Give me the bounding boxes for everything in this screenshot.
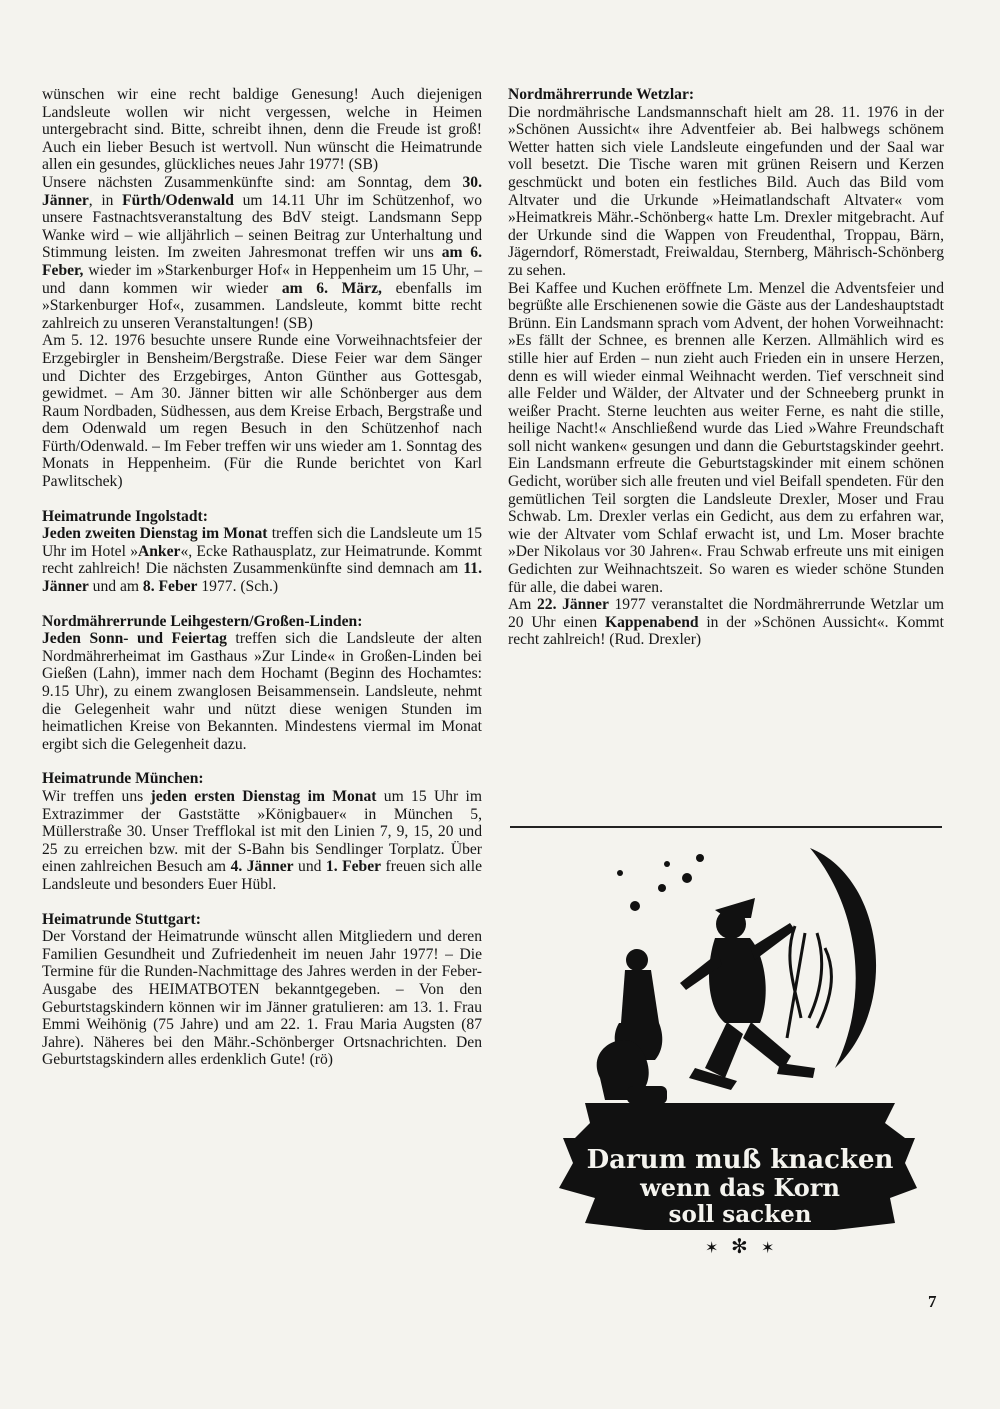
stars-decoration (617, 854, 704, 911)
paragraph-zusammenkuenfte: Unsere nächsten Zusammenkünfte sind: am Sonntag, dem 30. Jänner, in Fürth/Odenwald um 14.11 Uhr im Schützenhof, wo unsere Fastnachtsveranstaltung des BdV steigt. Landsmann Sepp Wanke wird – wie alljährlich – seinen Beitrag zur Unterhaltung und Stimmung leisten. Im zweiten Jahresmonat treffen wir uns am 6. Feber, wieder im »Starkenburger Hof« in Heppenheim um 15 Uhr, – und dann kommen wir wieder am 6. März, ebenfalls im »Starkenburger Hof«, zusammen. Landsleute, kommt bitte recht zahlreich zu unseren Veranstaltungen! (SB) (42, 173, 482, 332)
moon-shape (810, 848, 876, 1068)
paragraph-leihgestern: Jeden Sonn- und Feiertag treffen sich die Landsleute der alten Nordmährerheimat im Gasthaus »Zur Linde« in Großen-Linden bei Gießen (Lahn), immer nach dem Hochamt (Beginn des Hochamtes: 9.15 Uhr), zu einem zwanglosen Beisammensein. Landsleute, nehmt die Gelegenheit wahr und nützt diese wenigen Stunden im heimatlichen Kreise von Bekannten. Mindestens viermal im Monat ergibt sich die Gelegenheit dazu. (42, 630, 482, 753)
ground-shape (575, 1103, 905, 1138)
section-divider (510, 826, 942, 828)
left-column (42, 86, 482, 1069)
paragraph-muenchen: Wir treffen uns jeden ersten Dienstag im Monat um 15 Uhr im Extrazimmer der Gaststätte »Königbauer« in München 5, Müllerstraße 30. Unser Trefflokal ist mit den Linien 7, 9, 15, 20 und 25 zu erreichen bzw. mit der S-Bahn bis Sendlinger Torplatz. Über einen zahlreichen Besuch am 4. Jänner und 1. Feber freuen sich alle Landsleute und besonders Euer Hübl. (42, 787, 483, 893)
paragraph-genesung: wünschen wir eine recht baldige Genesung! Auch diejenigen Landsleute wollen wir nicht vergessen, welche in Heimen untergebracht sind. Bitte, schreibt ihnen, denn die Freude ist groß! Auch ein lieber Besuch ist wertvoll. Nun wünscht die Heimatrunde allen ein gesundes, glückliches neues Jahr 1977! (SB) (42, 86, 482, 174)
paragraph-stuttgart: Der Vorstand der Heimatrunde wünscht allen Mitgliedern und deren Familien Gesundheit und Zufriedenheit im neuen Jahr 1977! – Die Termine für die Runden-Nachmittage des Jahres werden in der Feber-Ausgabe des HEIMATBOTEN bekanntgegeben. – Von den Geburtstagskindern können wir im Jänner gratulieren: am 13. 1. Frau Emmi Weihönig (75 Jahre) und am 22. 1. Frau Maria Augsten (87 Jahre). Näheres bei den Mähr.-Schönberger Ortsnachrichten. Den Geburtstagskindern alles erdenklich Gute! (rö) (42, 928, 482, 1069)
heading-stuttgart: Heimatrunde Stuttgart: (42, 910, 201, 928)
paragraph-wetzlar-adventfeier: Die nordmährische Landsmannschaft hielt am 28. 11. 1976 in der »Schönen Aussicht« ihre Adventfeier ab. Bei halbwegs schönem Wetter hatten sich viele Landsleute eingefunden und der Saal war voll besetzt. Die Tische waren mit grünen Reisern und Kerzen geschmückt und boten ein festliches Bild. Auch das Bild vom Altvater und die Urkunde »Heimatlandschaft Altvater« vom »Heimatkreis Mähr.-Schönberg« hatte Lm. Drexler mitgebracht. Auf der Urkunde sind die Wappen von Freudenthal, Troppau, Bärn, Jägerndorf, Römerstadt, Freiwaldau, Sternberg, Mährisch-Schönberg zu sehen. (508, 103, 944, 279)
snowflake-decoration (705, 1234, 774, 1258)
heading-leihgestern: Nordmährerrunde Leihgestern/Großen-Linden: (42, 612, 363, 630)
paragraph-wetzlar-kaffee: Bei Kaffee und Kuchen eröffnete Lm. Menzel die Adventsfeier und begrüßte alle Erschienenen sowie die Gäste aus der Landeshauptstadt Brünn. Ein Landsmann sprach vom Advent, der hohen Vorweihnacht: »Es fällt der Schnee, es brennen alle Kerzen. Allmählich wird es stille hier auf Erden – nun zieht auch Frieden ein in unsere Herzen, denn es will wieder einmal Weihnacht werden. Tief verschneit sind alle Felder und Wälder, der Altvater und der Schneeberg prunkt in weißer Pracht. Sterne leuchten aus weiter Ferne, es naht die stille, heilige Nacht!« Anschließend wurde das Lied »Wahre Freundschaft soll nicht wanken« gesungen und dann die Geburtstagskinder geehrt. Ein Landsmann erfreute die Geburtstagskinder mit einem schönen Gedicht, worüber sich alle freuten und viel Beifall spendeten. Für den gemütlichen Teil sorgten die Landsleute Drexler, Moser und Frau Schwab. Lm. Drexler verlas ein Gedicht, aus dem zu erfahren war, wie der Altvater vom Schlaf erwacht ist, und Lm. Moser brachte »Der Nikolaus vor 30 Jahren«. Frau Schwab erfreute uns mit einigen Gedichten zur Weihnachtszeit. So waren es wieder schöne Stunden für alle, die dabei waren. (508, 279, 944, 596)
banner-text-line-1: Darum muß knacken (586, 1145, 894, 1175)
paragraph-ingolstadt: Jeden zweiten Dienstag im Monat treffen sich die Landsleute um 15 Uhr im Hotel »Anker«, Ecke Rathausplatz, zur Heimatrunde. Kommt recht zahlreich! Die nächsten Zusammenkünfte sind demnach am 11. Jänner und am 8. Feber 1977. (Sch.) (42, 525, 483, 596)
page-number: 7 (928, 1292, 937, 1311)
paragraph-vorweihnachtsfeier: Am 5. 12. 1976 besuchte unsere Runde eine Vorweihnachtsfeier der Erzgebirgler in Bensheim/Bergstraße. Diese Feier war dem Sänger und Dichter des Erzgebirges, Anton Günther aus Gottesgab, gewidmet. – Am 30. Jänner bitten wir alle Schönberger aus dem Raum Nordbaden, Südhessen, aus dem Kreise Erbach, Bergstraße und dem Odenwald um regen Besuch in den Schützenhof nach Fürth/Odenwald. – Im Feber treffen wir uns wieder am 1. Sonntag des Monats in Heppenheim. (Für die Runde berichtet von Karl Pawlitschek) (42, 332, 482, 491)
svg-text:✶: ✶ (761, 1238, 775, 1257)
broom-branches (787, 926, 831, 1038)
right-column (508, 86, 944, 649)
svg-text:✶: ✶ (705, 1238, 719, 1257)
svg-text:✻: ✻ (731, 1234, 748, 1258)
heading-ingolstadt: Heimatrunde Ingolstadt: (42, 507, 208, 525)
paragraph-wetzlar-kappenabend: Am 22. Jänner 1977 veranstaltet die Nordmährerrunde Wetzlar um 20 Uhr einen Kappenabend in der »Schönen Aussicht«. Kommt recht zahlreich! (Rud. Drexler) (508, 596, 944, 649)
heading-wetzlar: Nordmährerrunde Wetzlar: (508, 86, 695, 103)
nutcracker-silhouette-illustration (555, 838, 925, 1258)
heading-muenchen: Heimatrunde München: (42, 770, 204, 788)
banner-text-line-2: wenn das Korn (640, 1173, 840, 1202)
banner-text-line-3: soll sacken (668, 1201, 812, 1228)
